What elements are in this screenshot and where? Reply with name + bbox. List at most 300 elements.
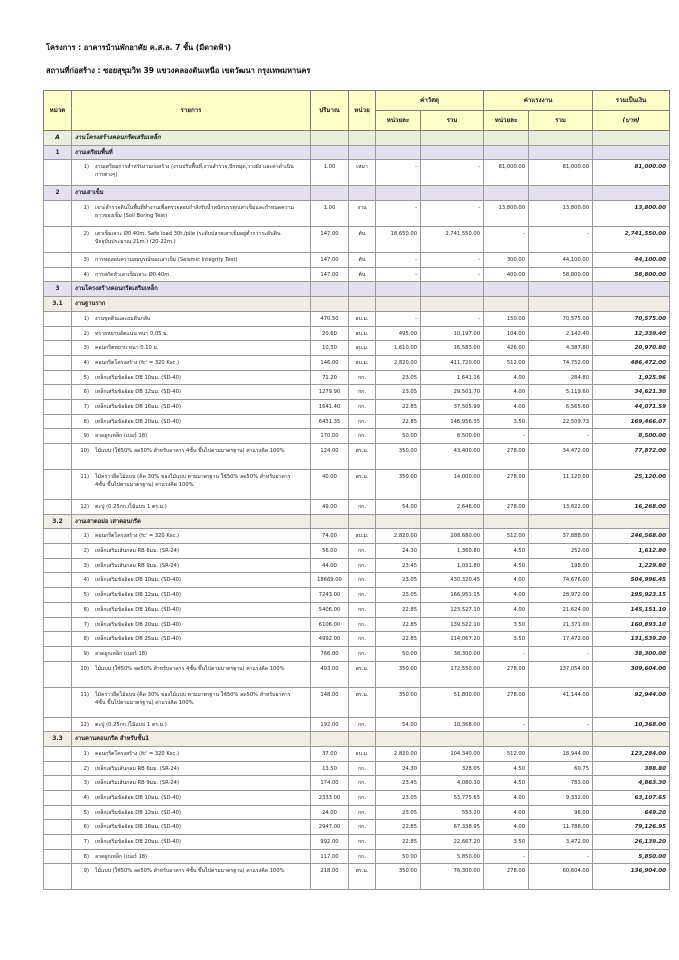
labor-sum: 3,472.00 <box>529 835 593 850</box>
item-unit: ลบ.ม. <box>349 326 376 341</box>
row-code <box>44 341 72 356</box>
item-text: เหล็กเสริมเส้นกลม RB 9มม. (SR-24) <box>95 780 179 787</box>
labor-sum: 60.75 <box>529 761 593 776</box>
empty-cell <box>349 145 376 160</box>
table-row <box>44 160 670 186</box>
empty-cell <box>529 297 593 312</box>
item-unit: กก. <box>349 646 376 661</box>
item-unit: กก. <box>349 385 376 400</box>
col-header-material-unit-price: หน่วยละ <box>376 111 421 131</box>
empty-cell <box>311 131 349 146</box>
row-code <box>44 429 72 444</box>
item-description <box>72 429 311 444</box>
labor-sum: 2,142.40 <box>529 326 593 341</box>
item-quantity: 56.00 <box>311 544 349 559</box>
material-unit-price: 22.85 <box>376 399 421 414</box>
material-sum: 51,800.00 <box>421 687 484 717</box>
item-unit: กก. <box>349 805 376 820</box>
material-unit-price: 22.85 <box>376 414 421 429</box>
item-total: 309,604.00 <box>593 661 670 687</box>
item-description <box>72 687 311 717</box>
empty-cell <box>376 131 421 146</box>
material-unit-price: 23.05 <box>376 805 421 820</box>
labor-unit-price: 512.00 <box>484 355 529 370</box>
item-number: 9) <box>83 868 89 875</box>
item-total: 195,923.15 <box>593 588 670 603</box>
boq-table <box>43 90 670 890</box>
table-row <box>44 805 670 820</box>
row-code <box>44 602 72 617</box>
item-number: 10) <box>80 665 89 672</box>
material-sum: - <box>421 267 484 282</box>
item-number: 6) <box>83 824 89 831</box>
empty-cell <box>311 145 349 160</box>
item-description <box>72 267 311 282</box>
item-text: เหล็กเสริมข้ออ้อย DB 16มม. (SD-40) <box>95 606 181 613</box>
item-quantity: 2333.00 <box>311 791 349 806</box>
labor-sum: 9,332.00 <box>529 791 593 806</box>
item-text: เจาะสำรวจดินในพื้นที่ทำงานเพื่อตรวจสอบกำลังรับน้ำหนักบรรทุกเสาเข็มและกำหนดความยาวของเข็ม (Soil Boring Test) <box>95 205 294 220</box>
item-unit: กก. <box>349 776 376 791</box>
item-unit: ตร.ม. <box>349 444 376 470</box>
labor-sum: 21,624.00 <box>529 602 593 617</box>
col-header-material: ค่าวัสดุ <box>376 91 484 111</box>
labor-sum: 17,472.00 <box>529 632 593 647</box>
item-unit: กก. <box>349 835 376 850</box>
item-number: 8) <box>83 636 89 643</box>
labor-sum: 58,800.00 <box>529 267 593 282</box>
material-unit-price: 23.05 <box>376 573 421 588</box>
item-description <box>72 791 311 806</box>
item-total: 10,368.00 <box>593 717 670 732</box>
item-total: 5,850.00 <box>593 849 670 864</box>
row-code <box>44 573 72 588</box>
labor-unit-price: 4.50 <box>484 776 529 791</box>
item-unit: กก. <box>349 544 376 559</box>
labor-sum: - <box>529 646 593 661</box>
material-sum: 104,340.00 <box>421 746 484 761</box>
item-total: 12,339.40 <box>593 326 670 341</box>
item-quantity: 992.00 <box>311 835 349 850</box>
item-total: 2,741,550.00 <box>593 227 670 253</box>
row-code: 3 <box>44 282 72 297</box>
item-description <box>72 500 311 515</box>
row-code <box>44 646 72 661</box>
material-sum: 2,646.00 <box>421 500 484 515</box>
row-code: 3.2 <box>44 514 72 529</box>
col-header-description: รายการ <box>72 91 311 131</box>
empty-cell <box>349 297 376 312</box>
labor-unit-price: - <box>484 227 529 253</box>
subsection-row <box>44 732 670 747</box>
item-number: 3) <box>83 345 89 352</box>
material-sum: 166,951.15 <box>421 588 484 603</box>
empty-cell <box>311 186 349 201</box>
empty-cell <box>421 514 484 529</box>
material-sum: 14,000.00 <box>421 470 484 500</box>
item-text: ไม้คร่าวยึดไม้แบบ (คิด 30% ของไม้แบบ ตามมาตรฐาน ใช้50% ลด50% สำหรับอาคาร 4ชั้น ขึ้นไปตามมาตรฐาน) ค่าแรงคิด 100% <box>95 474 291 488</box>
item-total: 136,904.00 <box>593 864 670 890</box>
item-description <box>72 444 311 470</box>
material-unit-price: - <box>376 253 421 268</box>
empty-cell <box>593 145 670 160</box>
item-quantity: 2947.00 <box>311 820 349 835</box>
section-row <box>44 145 670 160</box>
item-unit: กก. <box>349 429 376 444</box>
item-unit: ตร.ม. <box>349 470 376 500</box>
material-sum: 430,320.45 <box>421 573 484 588</box>
item-text: งานขุดดินและถมดินกลับ <box>95 315 151 322</box>
item-number: 6) <box>83 606 89 613</box>
empty-cell <box>421 131 484 146</box>
table-row <box>44 588 670 603</box>
labor-sum: 81,000.00 <box>529 160 593 186</box>
labor-sum: 60,604.00 <box>529 864 593 890</box>
table-row <box>44 429 670 444</box>
item-text: ทรายหยาบอัดแน่น หนา 0.05 ม. <box>95 330 169 337</box>
labor-sum: 783.00 <box>529 776 593 791</box>
material-unit-price: 350.00 <box>376 470 421 500</box>
item-number: 10) <box>80 448 89 454</box>
item-total: 58,800.00 <box>593 267 670 282</box>
item-unit: กก. <box>349 820 376 835</box>
item-description <box>72 632 311 647</box>
item-total: 1,925.96 <box>593 370 670 385</box>
material-unit-price: 350.00 <box>376 661 421 687</box>
labor-sum: 5,119.60 <box>529 385 593 400</box>
labor-unit-price: - <box>484 717 529 732</box>
item-quantity: 4992.00 <box>311 632 349 647</box>
row-code <box>44 661 72 687</box>
labor-unit-price: 4.50 <box>484 558 529 573</box>
item-total: 131,539.20 <box>593 632 670 647</box>
item-unit: ลบ.ม. <box>349 341 376 356</box>
empty-cell <box>421 282 484 297</box>
labor-unit-price: 278.00 <box>484 470 529 500</box>
item-text: เหล็กเสริมเส้นกลม RB 6มม. (SR-24) <box>95 765 179 772</box>
item-quantity: 470.50 <box>311 311 349 326</box>
labor-unit-price: 278.00 <box>484 864 529 890</box>
labor-sum: 198.00 <box>529 558 593 573</box>
labor-sum: 252.00 <box>529 544 593 559</box>
labor-sum: 13,622.00 <box>529 500 593 515</box>
item-total: 25,120.00 <box>593 470 670 500</box>
empty-cell <box>529 514 593 529</box>
labor-unit-price: 4.50 <box>484 544 529 559</box>
item-quantity: 1641.40 <box>311 399 349 414</box>
col-header-total-unit: (บาท) <box>593 111 670 131</box>
labor-sum: 74,676.00 <box>529 573 593 588</box>
labor-sum: 34,472.00 <box>529 444 593 470</box>
row-code <box>44 632 72 647</box>
empty-cell <box>311 732 349 747</box>
item-number: 1) <box>83 315 89 322</box>
table-row <box>44 500 670 515</box>
item-text: ไม้คร่าวยึดไม้แบบ (คิด 30% ของไม้แบบ ตามมาตรฐาน ใช้50% ลด50% สำหรับอาคาร 4ชั้น ขึ้นไปตามมาตรฐาน) ค่าแรงคิด 100% <box>95 691 291 706</box>
item-text: การสกัดหัวเสาเข็มเจาะ Ø0.40m. <box>95 271 171 278</box>
item-text: ตะปู (0.25กก./ไม้แบบ 1 ตร.ม.) <box>95 504 167 510</box>
material-unit-price: 22.85 <box>376 602 421 617</box>
empty-cell <box>529 131 593 146</box>
item-description <box>72 588 311 603</box>
table-row <box>44 776 670 791</box>
material-sum: 139,522.10 <box>421 617 484 632</box>
row-title: งานเตรียมพื้นที่ <box>72 145 311 160</box>
item-quantity: 147.00 <box>311 227 349 253</box>
material-sum: 1,360.80 <box>421 544 484 559</box>
row-code: 3.3 <box>44 732 72 747</box>
row-code <box>44 370 72 385</box>
item-total: 649.20 <box>593 805 670 820</box>
item-description <box>72 602 311 617</box>
item-quantity: 13.50 <box>311 761 349 776</box>
labor-unit-price: 104.00 <box>484 326 529 341</box>
row-code <box>44 820 72 835</box>
col-header-unit: หน่วย <box>349 91 376 131</box>
item-number: 8) <box>83 853 89 860</box>
item-text: เหล็กเสริมข้ออ้อย DB 12มม. (SD-40) <box>95 809 181 816</box>
item-unit: ลบ.ม. <box>349 355 376 370</box>
item-text: เหล็กเสริมข้ออ้อย DB 20มม. (SD-40) <box>95 839 181 846</box>
material-unit-price: 22.85 <box>376 632 421 647</box>
item-unit: กก. <box>349 602 376 617</box>
item-text: ไม้แบบ (ใช้50% ลด50% สำหรับอาคาร 4ชั้น ขึ้นไปตามมาตรฐาน) ค่าแรงคิด 100% <box>95 665 285 672</box>
labor-unit-price: - <box>484 429 529 444</box>
item-number: 6) <box>83 389 89 396</box>
item-quantity: 37.00 <box>311 746 349 761</box>
item-text: ไม้แบบ (ใช้50% ลด50% สำหรับอาคาร 4ชั้น ขึ้นไปตามมาตรฐาน) ค่าแรงคิด 100% <box>95 448 285 454</box>
item-quantity: 124.00 <box>311 444 349 470</box>
table-row <box>44 414 670 429</box>
table-row <box>44 646 670 661</box>
item-description <box>72 835 311 850</box>
material-sum: 38,300.00 <box>421 646 484 661</box>
table-row <box>44 849 670 864</box>
labor-unit-price: 512.00 <box>484 529 529 544</box>
col-header-quantity: ปริมาณ <box>311 91 349 131</box>
item-total: 1,612.80 <box>593 544 670 559</box>
row-code <box>44 687 72 717</box>
material-sum: 1,641.16 <box>421 370 484 385</box>
table-row <box>44 544 670 559</box>
row-code <box>44 385 72 400</box>
material-sum: 10,368.00 <box>421 717 484 732</box>
item-unit: ตร.ม. <box>349 864 376 890</box>
item-quantity: 147.00 <box>311 267 349 282</box>
row-code <box>44 500 72 515</box>
item-quantity: 40.00 <box>311 470 349 500</box>
labor-sum: 13,800.00 <box>529 201 593 227</box>
item-number: 2) <box>83 765 89 772</box>
table-row <box>44 864 670 890</box>
item-text: เหล็กเสริมข้ออ้อย DB 12มม. (SD-40) <box>95 389 181 396</box>
empty-cell <box>376 186 421 201</box>
empty-cell <box>593 732 670 747</box>
empty-cell <box>421 297 484 312</box>
item-total: 44,071.59 <box>593 399 670 414</box>
item-text: ลวดผูกเหล็ก (เบอร์ 18) <box>95 433 148 440</box>
item-total: 16,268.00 <box>593 500 670 515</box>
material-unit-price: - <box>376 311 421 326</box>
empty-cell <box>484 732 529 747</box>
labor-unit-price: 4.00 <box>484 791 529 806</box>
material-sum: 114,067.20 <box>421 632 484 647</box>
col-header-code: หมวด <box>44 91 72 131</box>
item-total: 160,893.10 <box>593 617 670 632</box>
item-number: 5) <box>83 374 89 381</box>
item-unit: เหมา <box>349 160 376 186</box>
labor-sum: 70,575.00 <box>529 311 593 326</box>
item-text: เหล็กเสริมข้ออ้อย DB 16มม. (SD-40) <box>95 824 181 831</box>
item-quantity: 10.30 <box>311 341 349 356</box>
material-unit-price: 50.00 <box>376 849 421 864</box>
labor-unit-price: 4.00 <box>484 385 529 400</box>
item-description <box>72 761 311 776</box>
row-code <box>44 414 72 429</box>
empty-cell <box>421 732 484 747</box>
item-unit: กก. <box>349 399 376 414</box>
material-unit-price: 50.00 <box>376 429 421 444</box>
col-header-labor: ค่าแรงงาน <box>484 91 593 111</box>
row-code <box>44 201 72 227</box>
empty-cell <box>376 282 421 297</box>
table-row <box>44 617 670 632</box>
item-total: 1,229.80 <box>593 558 670 573</box>
labor-unit-price: - <box>484 646 529 661</box>
row-code <box>44 776 72 791</box>
item-number: 5) <box>83 809 89 816</box>
item-total: 13,800.00 <box>593 201 670 227</box>
item-total: 504,996.45 <box>593 573 670 588</box>
item-unit: ต้น <box>349 253 376 268</box>
item-quantity: 146.00 <box>311 355 349 370</box>
item-total: 169,466.07 <box>593 414 670 429</box>
table-row <box>44 311 670 326</box>
item-description <box>72 201 311 227</box>
item-text: การทดสอบความสมบูรณ์ของเสาเข็ม (Seismic Integrity Test) <box>95 257 238 264</box>
material-unit-price: 50.00 <box>376 646 421 661</box>
empty-cell <box>529 186 593 201</box>
item-unit: กก. <box>349 717 376 732</box>
item-quantity: 192.00 <box>311 717 349 732</box>
item-description <box>72 227 311 253</box>
labor-unit-price: 4.00 <box>484 820 529 835</box>
item-description <box>72 573 311 588</box>
item-number: 3) <box>83 257 89 264</box>
empty-cell <box>593 282 670 297</box>
table-row <box>44 835 670 850</box>
item-number: 8) <box>83 418 89 425</box>
item-number: 12) <box>80 504 89 510</box>
row-code <box>44 529 72 544</box>
material-sum: 8,500.00 <box>421 429 484 444</box>
item-total: 4,863.30 <box>593 776 670 791</box>
row-code: A <box>44 131 72 146</box>
item-text: เหล็กเสริมข้ออ้อย DB 16มม. (SD-40) <box>95 403 181 410</box>
table-row <box>44 820 670 835</box>
item-unit: ลบ.ม. <box>349 311 376 326</box>
item-total: 20,970.80 <box>593 341 670 356</box>
table-row <box>44 791 670 806</box>
table-row <box>44 602 670 617</box>
empty-cell <box>349 732 376 747</box>
row-code: 3.1 <box>44 297 72 312</box>
row-code <box>44 267 72 282</box>
labor-sum: 284.80 <box>529 370 593 385</box>
item-total: 388.80 <box>593 761 670 776</box>
row-code <box>44 326 72 341</box>
material-unit-price: 22.85 <box>376 835 421 850</box>
material-sum: - <box>421 253 484 268</box>
table-row <box>44 326 670 341</box>
labor-unit-price: 278.00 <box>484 661 529 687</box>
empty-cell <box>593 131 670 146</box>
material-unit-price: 495.00 <box>376 326 421 341</box>
labor-unit-price: 278.00 <box>484 444 529 470</box>
empty-cell <box>376 297 421 312</box>
item-description <box>72 341 311 356</box>
labor-sum: 22,509.73 <box>529 414 593 429</box>
material-sum: 67,338.95 <box>421 820 484 835</box>
item-unit: ลบ.ม. <box>349 746 376 761</box>
labor-unit-price: 300.00 <box>484 253 529 268</box>
material-sum: 53,775.65 <box>421 791 484 806</box>
item-number: 7) <box>83 403 89 410</box>
material-sum: - <box>421 160 484 186</box>
item-description <box>72 529 311 544</box>
item-number: 2) <box>83 231 89 238</box>
item-quantity: 148.00 <box>311 687 349 717</box>
labor-unit-price: 13,800.00 <box>484 201 529 227</box>
material-unit-price: 1,610.00 <box>376 341 421 356</box>
empty-cell <box>349 514 376 529</box>
labor-unit-price: 278.00 <box>484 500 529 515</box>
item-unit: กก. <box>349 414 376 429</box>
material-sum: 43,400.00 <box>421 444 484 470</box>
item-description <box>72 326 311 341</box>
item-quantity: 170.00 <box>311 429 349 444</box>
item-quantity: 6431.35 <box>311 414 349 429</box>
item-unit: ต้น <box>349 267 376 282</box>
material-unit-price: 2,820.00 <box>376 529 421 544</box>
material-sum: 146,956.35 <box>421 414 484 429</box>
item-unit: ลบ.ม. <box>349 529 376 544</box>
item-description <box>72 414 311 429</box>
item-description <box>72 558 311 573</box>
item-description <box>72 776 311 791</box>
material-unit-price: 23.45 <box>376 776 421 791</box>
table-row <box>44 399 670 414</box>
item-text: เหล็กเสริมข้ออ้อย DB 12มม. (SD-40) <box>95 592 181 599</box>
item-total: 70,575.00 <box>593 311 670 326</box>
item-total: 44,100.00 <box>593 253 670 268</box>
empty-cell <box>593 297 670 312</box>
empty-cell <box>376 145 421 160</box>
item-unit: งาน <box>349 201 376 227</box>
material-sum: 10,197.00 <box>421 326 484 341</box>
row-code <box>44 849 72 864</box>
material-unit-price: 350.00 <box>376 864 421 890</box>
row-code <box>44 470 72 500</box>
item-description <box>72 849 311 864</box>
item-quantity: 1.00 <box>311 201 349 227</box>
empty-cell <box>421 186 484 201</box>
material-unit-price: 22.85 <box>376 820 421 835</box>
section-row <box>44 186 670 201</box>
material-sum: - <box>421 201 484 227</box>
item-number: 9) <box>83 650 89 657</box>
item-total: 81,000.00 <box>593 160 670 186</box>
